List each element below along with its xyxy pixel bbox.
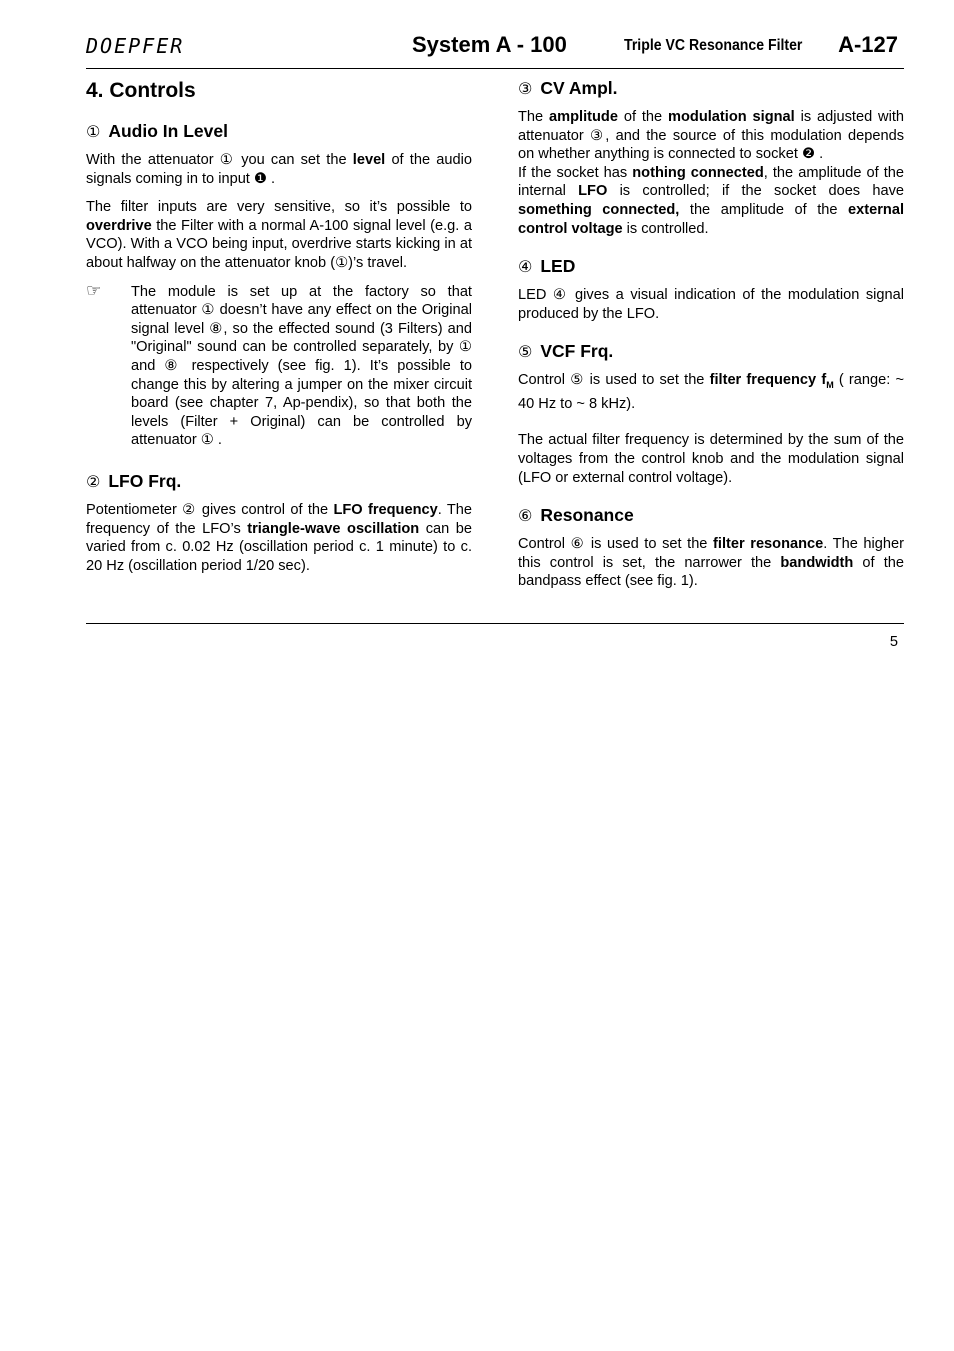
control-vcf-frq [518,340,904,487]
paragraph: With the attenuator ① you can set the level of the audio signals coming in to input ❶ . [86,152,472,187]
section-title: 4. Controls [86,79,196,102]
control-heading: ① Audio In Level [86,121,228,141]
control-heading: ③ CV Ampl. [518,78,618,98]
paragraph: Control ⑥ is used to set the filter resonance. The higher this control is set, the narrower the bandwidth of the bandpass effect (see fig. 1). [518,536,904,590]
control-heading: ⑤ VCF Frq. [518,341,614,362]
right-column [518,77,904,608]
control-led [518,255,904,323]
paragraph: The filter inputs are very sensitive, so it’s possible to overdrive the Filter with a normal A-100 signal level (e.g. a VCO). With a VCO being input, overdrive starts kicking in at about halfway on the attenuator knob (①)’s travel. [86,199,472,271]
paragraph: If the socket has nothing connected, the amplitude of the internal LFO is controlled; if the socket does have something connected, the amplitude of the external control voltage is controlled. [518,164,905,237]
paragraph: The actual filter frequency is determined by the sum of the voltages from the control knob and the modulation signal (LFO or external control voltage). [518,432,904,486]
system-title: System A - 100 [412,32,567,57]
note-block [86,280,472,450]
paragraph: LED ④ gives a visual indication of the modulation signal produced by the LFO. [518,287,904,322]
control-heading: ④ LED [518,256,576,277]
module-subtitle: Triple VC Resonance Filter [624,37,803,54]
control-resonance [518,504,904,591]
control-lfo-frq [86,470,472,575]
paragraph: The amplitude of the modulation signal is adjusted with attenuator ③, and the source of this modulation depends on whether anything is connected to socket ❷ . [518,109,905,163]
doepfer-logo: DOEPFER [86,34,185,58]
left-column [86,76,472,592]
control-audio-in-level [86,120,472,450]
page-header [86,28,904,69]
pointing-hand-icon: ☞ [86,280,102,300]
page-number: 5 [889,634,898,650]
model-number: A-127 [838,32,898,57]
paragraph: Potentiometer ② gives control of the LFO frequency. The frequency of the LFO’s triangle-wave oscillation can be varied from c. 0.02 Hz (oscillation period c. 1 minute) to c. 20 Hz (oscillation period 1/20 sec). [86,501,472,574]
paragraph: Control ⑤ is used to set the filter frequency $f_M$ ( range: ~ 40 Hz to ~ 8 kHz). [518,372,904,412]
footer-divider [86,623,904,624]
control-cv-ampl [518,77,904,238]
control-heading: ⑥ Resonance [518,505,634,526]
note-text: The module is set up at the factory so that attenuator ① doesn’t have any effect on the Original signal level ⑧, so the effected sound (3 Filters) and "Original" sound can be controlled separately, by ① and ⑧ respectively (see fig. 1). It’s possible to change this by altering a jumper on the mixer circuit board (see chapter 7, Ap-pendix), so that both the levels (Filter + Original) can be controlled by attenuator ① . [131,283,472,449]
control-heading: ② LFO Frq. [86,470,182,491]
